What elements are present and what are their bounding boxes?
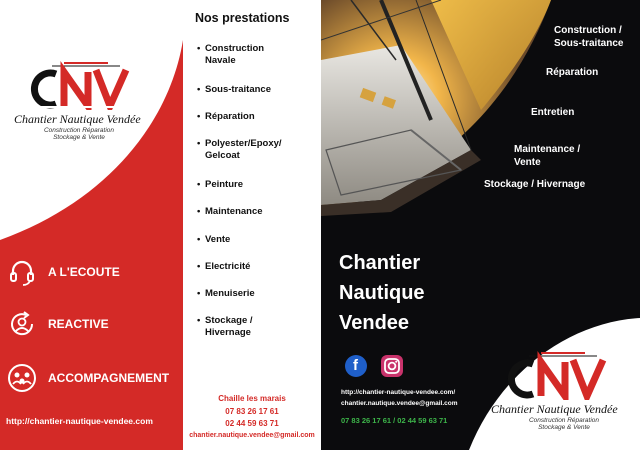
- contact-email[interactable]: chantier.nautique.vendee@gmail.com: [189, 432, 315, 439]
- service-item: [197, 179, 243, 191]
- services-panel: [183, 0, 321, 450]
- service-label: Electricité: [205, 261, 251, 272]
- headset-icon: [6, 256, 38, 288]
- right-service: Maintenance / Vente: [514, 144, 581, 168]
- refresh-user-icon: [6, 308, 38, 340]
- logo-tagline-1: Construction Réparation: [528, 417, 600, 424]
- contact-location: Chaille les marais: [218, 394, 286, 403]
- right-panel: [321, 0, 640, 450]
- right-service: Réparation: [546, 67, 599, 78]
- cnv-logo-mark: [22, 60, 142, 110]
- logo-tagline-1: Construction Réparation: [43, 127, 115, 134]
- service-label: Stockage / Hivernage: [205, 315, 253, 338]
- logo-tagline-2: Stockage & Vente: [53, 134, 105, 141]
- right-service: Entretien: [531, 107, 575, 118]
- service-item: [197, 288, 255, 300]
- service-label: Maintenance: [205, 206, 263, 217]
- bullet-icon: •: [197, 206, 201, 217]
- bullet-icon: •: [197, 84, 201, 95]
- service-item: [197, 84, 271, 96]
- service-item: [197, 111, 255, 123]
- service-label: Menuiserie: [205, 288, 255, 299]
- feature-listening: [6, 256, 120, 288]
- service-label: Peinture: [205, 179, 244, 190]
- service-item: [197, 234, 230, 246]
- right-service: Stockage / Hivernage: [484, 179, 586, 190]
- service-item: [197, 315, 253, 339]
- services-title: Nos prestations: [195, 11, 290, 25]
- feature-support: [6, 362, 169, 394]
- bullet-icon: •: [197, 315, 201, 326]
- logo-right: [491, 350, 636, 431]
- service-label: Vente: [205, 234, 231, 245]
- bullet-icon: •: [197, 179, 201, 190]
- right-website-link[interactable]: http://chantier-nautique-vendee.com/: [341, 389, 456, 396]
- group-icon: [6, 362, 38, 394]
- cnv-logo-mark: [499, 350, 619, 400]
- bullet-icon: •: [197, 288, 201, 299]
- facebook-glyph: f: [353, 357, 358, 374]
- bullet-icon: •: [197, 234, 201, 245]
- service-label: Polyester/Epoxy/ Gelcoat: [205, 138, 282, 161]
- service-item: [197, 138, 282, 162]
- service-item: [197, 43, 264, 67]
- feature-label: REACTIVE: [48, 317, 109, 331]
- website-link[interactable]: http://chantier-nautique-vendee.com: [6, 416, 153, 426]
- right-service: Construction / Sous-traitance: [554, 25, 624, 49]
- logo-name: Chantier Nautique Vendée: [491, 402, 618, 416]
- contact-phone-1[interactable]: 07 83 26 17 61: [225, 407, 279, 416]
- right-phones[interactable]: 07 83 26 17 61 / 02 44 59 63 71: [341, 416, 448, 425]
- feature-label: A L'ECOUTE: [48, 265, 120, 279]
- brand-title: Chantier Nautique Vendee: [339, 252, 425, 334]
- service-item: [197, 206, 263, 218]
- contact-phone-2[interactable]: 02 44 59 63 71: [225, 419, 279, 428]
- bullet-icon: •: [197, 43, 201, 54]
- bullet-icon: •: [197, 261, 201, 272]
- logo-tagline-2: Stockage & Vente: [538, 424, 590, 431]
- feature-reactive: [6, 308, 109, 340]
- service-label: Réparation: [205, 111, 255, 122]
- service-label: Sous-traitance: [205, 84, 271, 95]
- right-email-link[interactable]: chantier.nautique.vendee@gmail.com: [341, 400, 458, 407]
- bullet-icon: •: [197, 111, 201, 122]
- logo-name: Chantier Nautique Vendée: [14, 112, 141, 126]
- service-item: [197, 261, 250, 273]
- logo-left: [14, 60, 174, 141]
- feature-label: ACCOMPAGNEMENT: [48, 371, 170, 385]
- service-label: Construction Navale: [205, 43, 265, 66]
- left-panel: [0, 0, 183, 450]
- bullet-icon: •: [197, 138, 201, 149]
